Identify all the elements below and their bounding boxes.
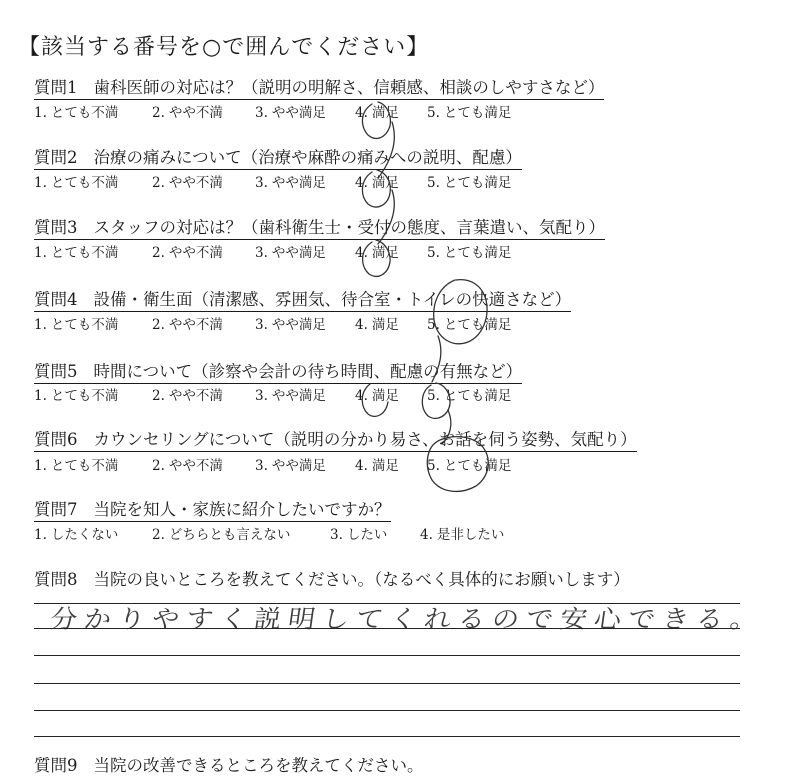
question-3 — [34, 218, 605, 240]
option-3[interactable]: 3. やや満足 — [255, 175, 326, 191]
option-3[interactable]: 3. やや満足 — [255, 317, 326, 333]
question-text: 当院を知人・家族に紹介したいですか？ — [93, 500, 391, 519]
option-5[interactable]: 5. とても満足 — [427, 317, 512, 333]
option-3[interactable]: 3. やや満足 — [255, 388, 326, 404]
option-3[interactable]: 3. したい — [330, 527, 388, 543]
option-2[interactable]: 2. やや不満 — [152, 105, 223, 121]
answer-line — [34, 710, 740, 711]
question-number: 質問2 — [34, 148, 78, 167]
question-number: 質問6 — [34, 430, 78, 449]
answer-line — [34, 683, 740, 684]
option-4[interactable]: 4. 是非したい — [420, 527, 505, 543]
question-number: 質問8 — [34, 570, 78, 589]
question-number: 質問1 — [34, 78, 78, 97]
option-1[interactable]: 1. したくない — [34, 527, 119, 543]
option-2[interactable]: 2. やや不満 — [152, 245, 223, 261]
option-2[interactable]: 2. どちらとも言えない — [152, 527, 291, 543]
option-1[interactable]: 1. とても不満 — [34, 458, 119, 474]
question-text: 歯科医師の対応は？（説明の明解さ、信頼感、相談のしやすさなど） — [93, 78, 605, 97]
question-4 — [34, 290, 571, 312]
option-5[interactable]: 5. とても満足 — [427, 388, 512, 404]
question-7 — [34, 500, 391, 522]
option-1[interactable]: 1. とても不満 — [34, 175, 119, 191]
option-5[interactable]: 5. とても満足 — [427, 105, 512, 121]
question-number: 質問4 — [34, 290, 78, 309]
option-1[interactable]: 1. とても不満 — [34, 245, 119, 261]
answer-line — [34, 736, 740, 737]
option-2[interactable]: 2. やや不満 — [152, 458, 223, 474]
answer-line — [34, 655, 740, 656]
option-1[interactable]: 1. とても不満 — [34, 388, 119, 404]
option-4[interactable]: 4. 満足 — [355, 105, 399, 121]
option-5[interactable]: 5. とても満足 — [427, 175, 512, 191]
option-1[interactable]: 1. とても不満 — [34, 105, 119, 121]
option-4[interactable]: 4. 満足 — [355, 458, 399, 474]
option-1[interactable]: 1. とても不満 — [34, 317, 119, 333]
question-2 — [34, 148, 522, 170]
option-4[interactable]: 4. 満足 — [355, 317, 399, 333]
option-3[interactable]: 3. やや満足 — [255, 458, 326, 474]
answer-line — [34, 603, 740, 604]
question-text: 設備・衛生面（清潔感、雰囲気、待合室・トイレの快適さなど） — [93, 290, 572, 309]
page-title: 【該当する番号を○で囲んでください】 — [18, 35, 430, 60]
question-text: 治療の痛みについて（治療や麻酔の痛みへの説明、配慮） — [93, 148, 522, 167]
question-9 — [34, 756, 424, 777]
option-2[interactable]: 2. やや不満 — [152, 175, 223, 191]
question-number: 質問5 — [34, 362, 78, 381]
option-3[interactable]: 3. やや満足 — [255, 245, 326, 261]
question-8 — [34, 570, 630, 591]
option-2[interactable]: 2. やや不満 — [152, 388, 223, 404]
question-number: 質問9 — [34, 756, 78, 775]
handwritten-answer[interactable]: 分かりやすく説明してくれるので安心できる。 — [48, 605, 767, 635]
option-2[interactable]: 2. やや不満 — [152, 317, 223, 333]
question-text: カウンセリングについて（説明の分かり易さ、お話を伺う姿勢、気配り） — [93, 430, 637, 449]
question-text: 当院の良いところを教えてください。（なるべく具体的にお願いします） — [93, 570, 630, 589]
option-4[interactable]: 4. 満足 — [355, 175, 399, 191]
option-3[interactable]: 3. やや満足 — [255, 105, 326, 121]
question-text: スタッフの対応は？（歯科衛生士・受付の態度、言葉遣い、気配り） — [93, 218, 605, 237]
question-number: 質問7 — [34, 500, 78, 519]
question-6 — [34, 430, 637, 452]
option-5[interactable]: 5. とても満足 — [427, 245, 512, 261]
question-text: 時間について（診察や会計の待ち時間、配慮の有無など） — [93, 362, 523, 381]
question-5 — [34, 362, 522, 384]
option-4[interactable]: 4. 満足 — [355, 245, 399, 261]
answer-line — [34, 628, 740, 629]
question-1 — [34, 78, 604, 100]
question-number: 質問3 — [34, 218, 78, 237]
option-4[interactable]: 4. 満足 — [355, 388, 399, 404]
option-5[interactable]: 5. とても満足 — [427, 458, 512, 474]
question-text: 当院の改善できるところを教えてください。 — [93, 756, 424, 775]
